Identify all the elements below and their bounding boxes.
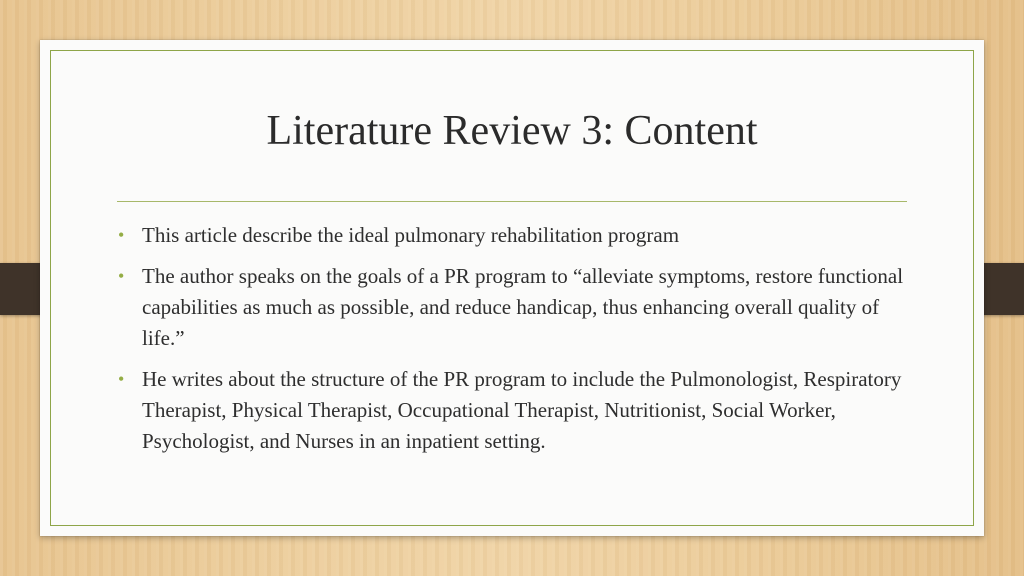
bullet-item [118, 261, 918, 354]
bullet-icon: • [118, 266, 125, 286]
slide-card [40, 40, 984, 536]
bullet-text: This article describe the ideal pulmonary rehabilitation program [142, 223, 680, 247]
bullet-list [118, 220, 918, 467]
bullet-icon: • [118, 369, 125, 389]
slide-title: Literature Review 3: Content [266, 108, 758, 154]
bullet-item [118, 364, 918, 457]
bullet-text: The author speaks on the goals of a PR program to “alleviate symptoms, restore functional capabilities as much as possible, and reduce handicap, thus enhancing overall quality of life.” [142, 264, 904, 350]
bullet-item [118, 220, 918, 251]
title-divider [117, 201, 907, 202]
bullet-icon: • [118, 225, 125, 245]
bullet-text: He writes about the structure of the PR program to include the Pulmonologist, Respiratory Therapist, Physical Therapist, Occupational Therapist, Nutritionist, Social Worker, Psychologist, and Nurses in an inpatient setting. [142, 367, 902, 453]
